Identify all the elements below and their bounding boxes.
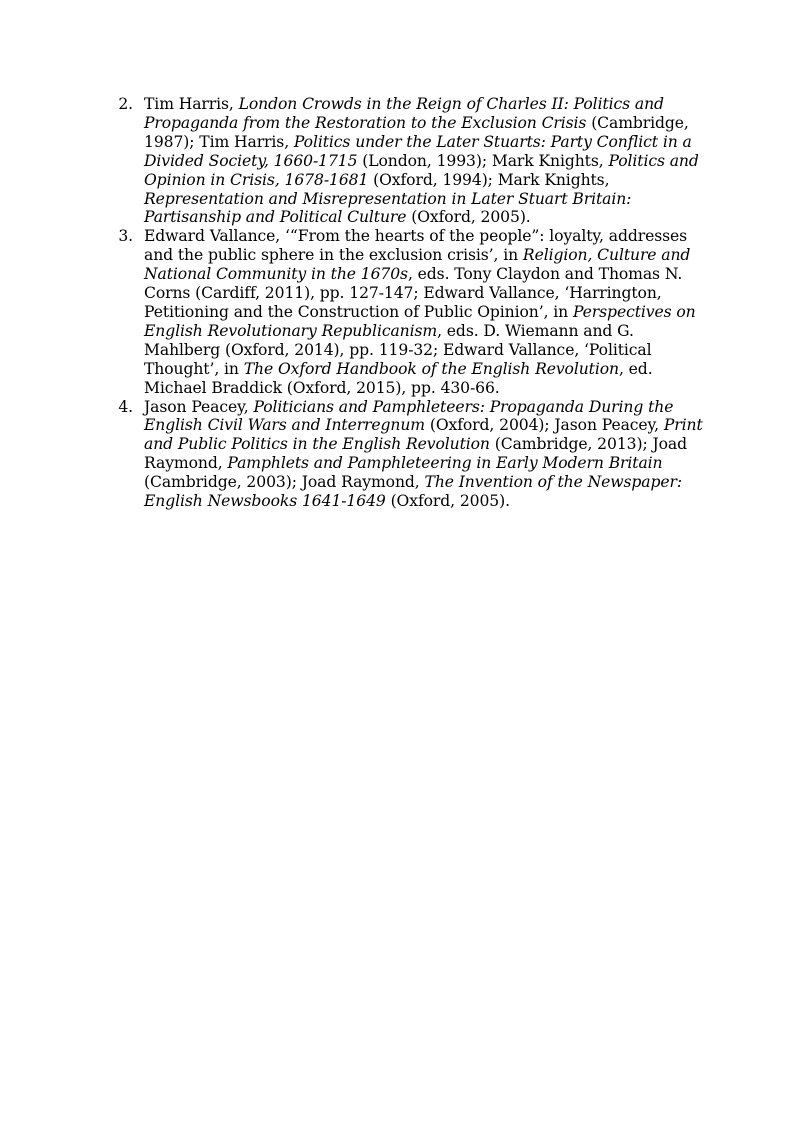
endnote-text-segment: , eds. D. Wiemann and G. Mahlberg (Oxford, 2014), pp. 119-32; Edward Vallance, ‘Political Thought’, in bbox=[144, 321, 652, 378]
endnote-title-italic: The Oxford Handbook of the English Revolution bbox=[243, 359, 619, 378]
endnote-item bbox=[113, 95, 703, 227]
endnote-text-segment: (Cambridge, 1987); Tim Harris, bbox=[144, 113, 689, 151]
endnote-title-italic: Politicians and Pamphleteers: Propaganda During the English Civil Wars and Interregnum bbox=[144, 397, 674, 435]
endnote-title-italic: Print and Public Politics in the English Revolution bbox=[144, 416, 703, 454]
endnote-text-segment: (London, 1993); Mark Knights, bbox=[357, 151, 609, 170]
endnote-title-italic: Perspectives on English Revolutionary Republicanism bbox=[144, 302, 696, 340]
endnote-number: 4. bbox=[118, 397, 133, 416]
endnote-text-segment: Jason Peacey, bbox=[144, 397, 254, 416]
endnote-text-segment: (Oxford, 1994); Mark Knights, bbox=[368, 170, 610, 189]
endnote-text-segment: (Cambridge, 2003); Joad Raymond, bbox=[144, 473, 425, 492]
endnote-item bbox=[113, 398, 703, 511]
endnote-number: 2. bbox=[118, 95, 133, 113]
endnote-title-italic: London Crowds in the Reign of Charles II: Politics and Propaganda from the Restoration to the Exclusion Crisis bbox=[144, 95, 664, 132]
endnote-text-segment: Tim Harris, bbox=[144, 95, 239, 113]
endnote-title-italic: Representation and Misrepresentation in Later Stuart Britain: Partisanship and Political Culture bbox=[144, 189, 632, 227]
endnote-title-italic: Religion, Culture and National Community in the 1670s bbox=[144, 246, 691, 284]
endnote-text-segment: Edward Vallance, ‘“From the hearts of the people”: loyalty, addresses and the public sphere in the exclusion crisis’, in bbox=[144, 227, 688, 265]
endnote-title-italic: Pamphlets and Pamphleteering in Early Modern Britain bbox=[227, 454, 663, 473]
endnote-text-segment: (Cambridge, 2013); Joad Raymond, bbox=[144, 435, 687, 473]
endnote-text bbox=[144, 95, 699, 226]
endnotes-list bbox=[113, 95, 703, 511]
endnote-title-italic: Politics under the Later Stuarts: Party Conflict in a Divided Society, 1660-1715 bbox=[144, 132, 692, 170]
endnote-title-italic: Politics and Opinion in Crisis, 1678-1681 bbox=[144, 151, 699, 189]
endnote-text bbox=[144, 227, 696, 396]
endnote-text-segment: , eds. Tony Claydon and Thomas N. Corns (Cardiff, 2011), pp. 127-147; Edward Vallance, ‘Harrington, Petitioning and the Construction of Public Opinion’, in bbox=[144, 265, 683, 321]
endnote-number: 3. bbox=[118, 227, 133, 246]
endnote-item bbox=[113, 227, 703, 397]
endnote-text-segment: (Oxford, 2004); Jason Peacey, bbox=[425, 416, 664, 435]
endnote-text-segment: (Oxford, 2005). bbox=[385, 492, 510, 511]
endnote-text-segment: (Oxford, 2005). bbox=[406, 208, 531, 227]
endnote-text bbox=[144, 398, 703, 511]
endnote-text-segment: , ed. Michael Braddick (Oxford, 2015), pp. 430-66. bbox=[144, 359, 653, 397]
endnote-title-italic: The Invention of the Newspaper: English Newsbooks 1641-1649 bbox=[144, 473, 683, 511]
